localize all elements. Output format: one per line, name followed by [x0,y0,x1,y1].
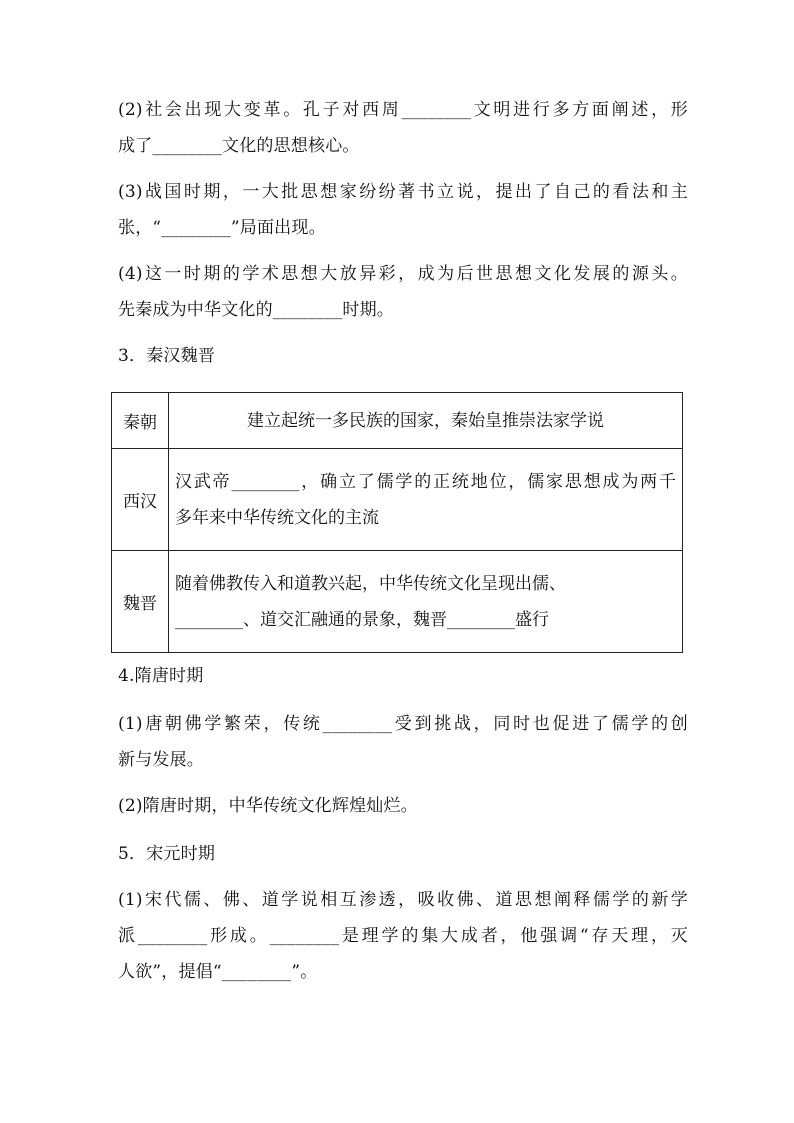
item-3-line-2: 张，“________”局面出现。 [118,218,326,238]
description-line: 汉武帝________，确立了儒学的正统地位，儒家思想成为两千 [175,471,676,492]
dynasty-table [111,392,683,653]
description-cell [169,449,683,551]
era-cell: 魏晋 [112,551,169,653]
section-4-heading: 4.隋唐时期 [118,666,204,686]
section-5-item-1-line-3: 人欲”，提倡“________”。 [118,962,318,982]
item-3-line-1: (3)战国时期，一大批思想家纷纷著书立说，提出了自己的看法和主 [118,182,688,202]
section-5-item-1-line-2: 派________形成。________是理学的集大成者，他强调“存天理，灭 [118,926,688,946]
description-line: 建立起统一多民族的国家，秦始皇推崇法家学说 [247,410,604,431]
era-cell: 秦朝 [112,393,169,449]
description-line: 多年来中华传统文化的主流 [175,507,379,528]
table-row [112,393,683,449]
item-2-line-2: 成了________文化的思想核心。 [118,136,360,156]
table-row [112,449,683,551]
section-3-heading: 3．秦汉魏晋 [118,346,216,366]
item-4-line-2: 先秦成为中华文化的________时期。 [118,300,394,320]
table-row [112,551,683,653]
era-cell: 西汉 [112,449,169,551]
section-4-item-2: (2)隋唐时期，中华传统文化辉煌灿烂。 [118,796,418,816]
item-4-line-1: (4)这一时期的学术思想大放异彩，成为后世思想文化发展的源头。 [118,264,688,284]
description-line: ________、道交汇融通的景象，魏晋________盛行 [175,609,549,630]
section-4-item-1-line-2: 新与发展。 [118,750,204,770]
section-5-item-1-line-1: (1)宋代儒、佛、道学说相互渗透，吸收佛、道思想阐释儒学的新学 [118,890,688,910]
item-2-line-1: (2)社会出现大变革。孔子对西周________文明进行多方面阐述，形 [118,100,688,120]
description-cell [169,551,683,653]
description-line: 随着佛教传入和道教兴起，中华传统文化呈现出儒、 [175,573,566,594]
section-5-heading: 5．宋元时期 [118,844,216,864]
section-4-item-1-line-1: (1)唐朝佛学繁荣，传统________受到挑战，同时也促进了儒学的创 [118,714,688,734]
description-cell [169,393,683,449]
